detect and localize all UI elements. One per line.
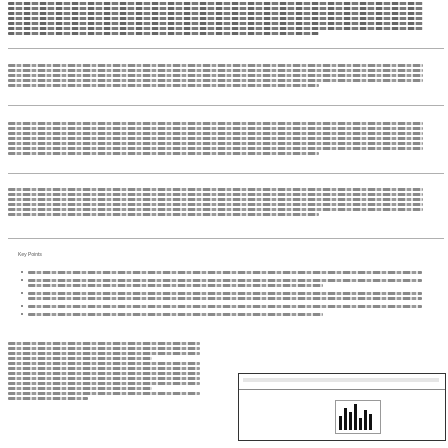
figure-box [238,373,446,441]
caption-text [8,340,208,402]
intro-paragraph [8,0,440,37]
key-points-list [18,266,438,321]
divider [8,48,444,49]
divider [8,105,444,106]
key-points-heading: Key Points [18,252,42,258]
paragraph-4 [8,186,440,218]
list-item [18,292,438,300]
list-item [18,271,438,274]
figure-divider [239,389,445,390]
paragraph-3 [8,120,440,157]
paragraph-2 [8,62,440,89]
figure-header [243,378,439,382]
divider [8,238,444,239]
figure-bars [339,404,375,430]
list-item [18,313,438,316]
list-item [18,279,438,287]
list-item [18,305,438,308]
divider [8,173,444,174]
